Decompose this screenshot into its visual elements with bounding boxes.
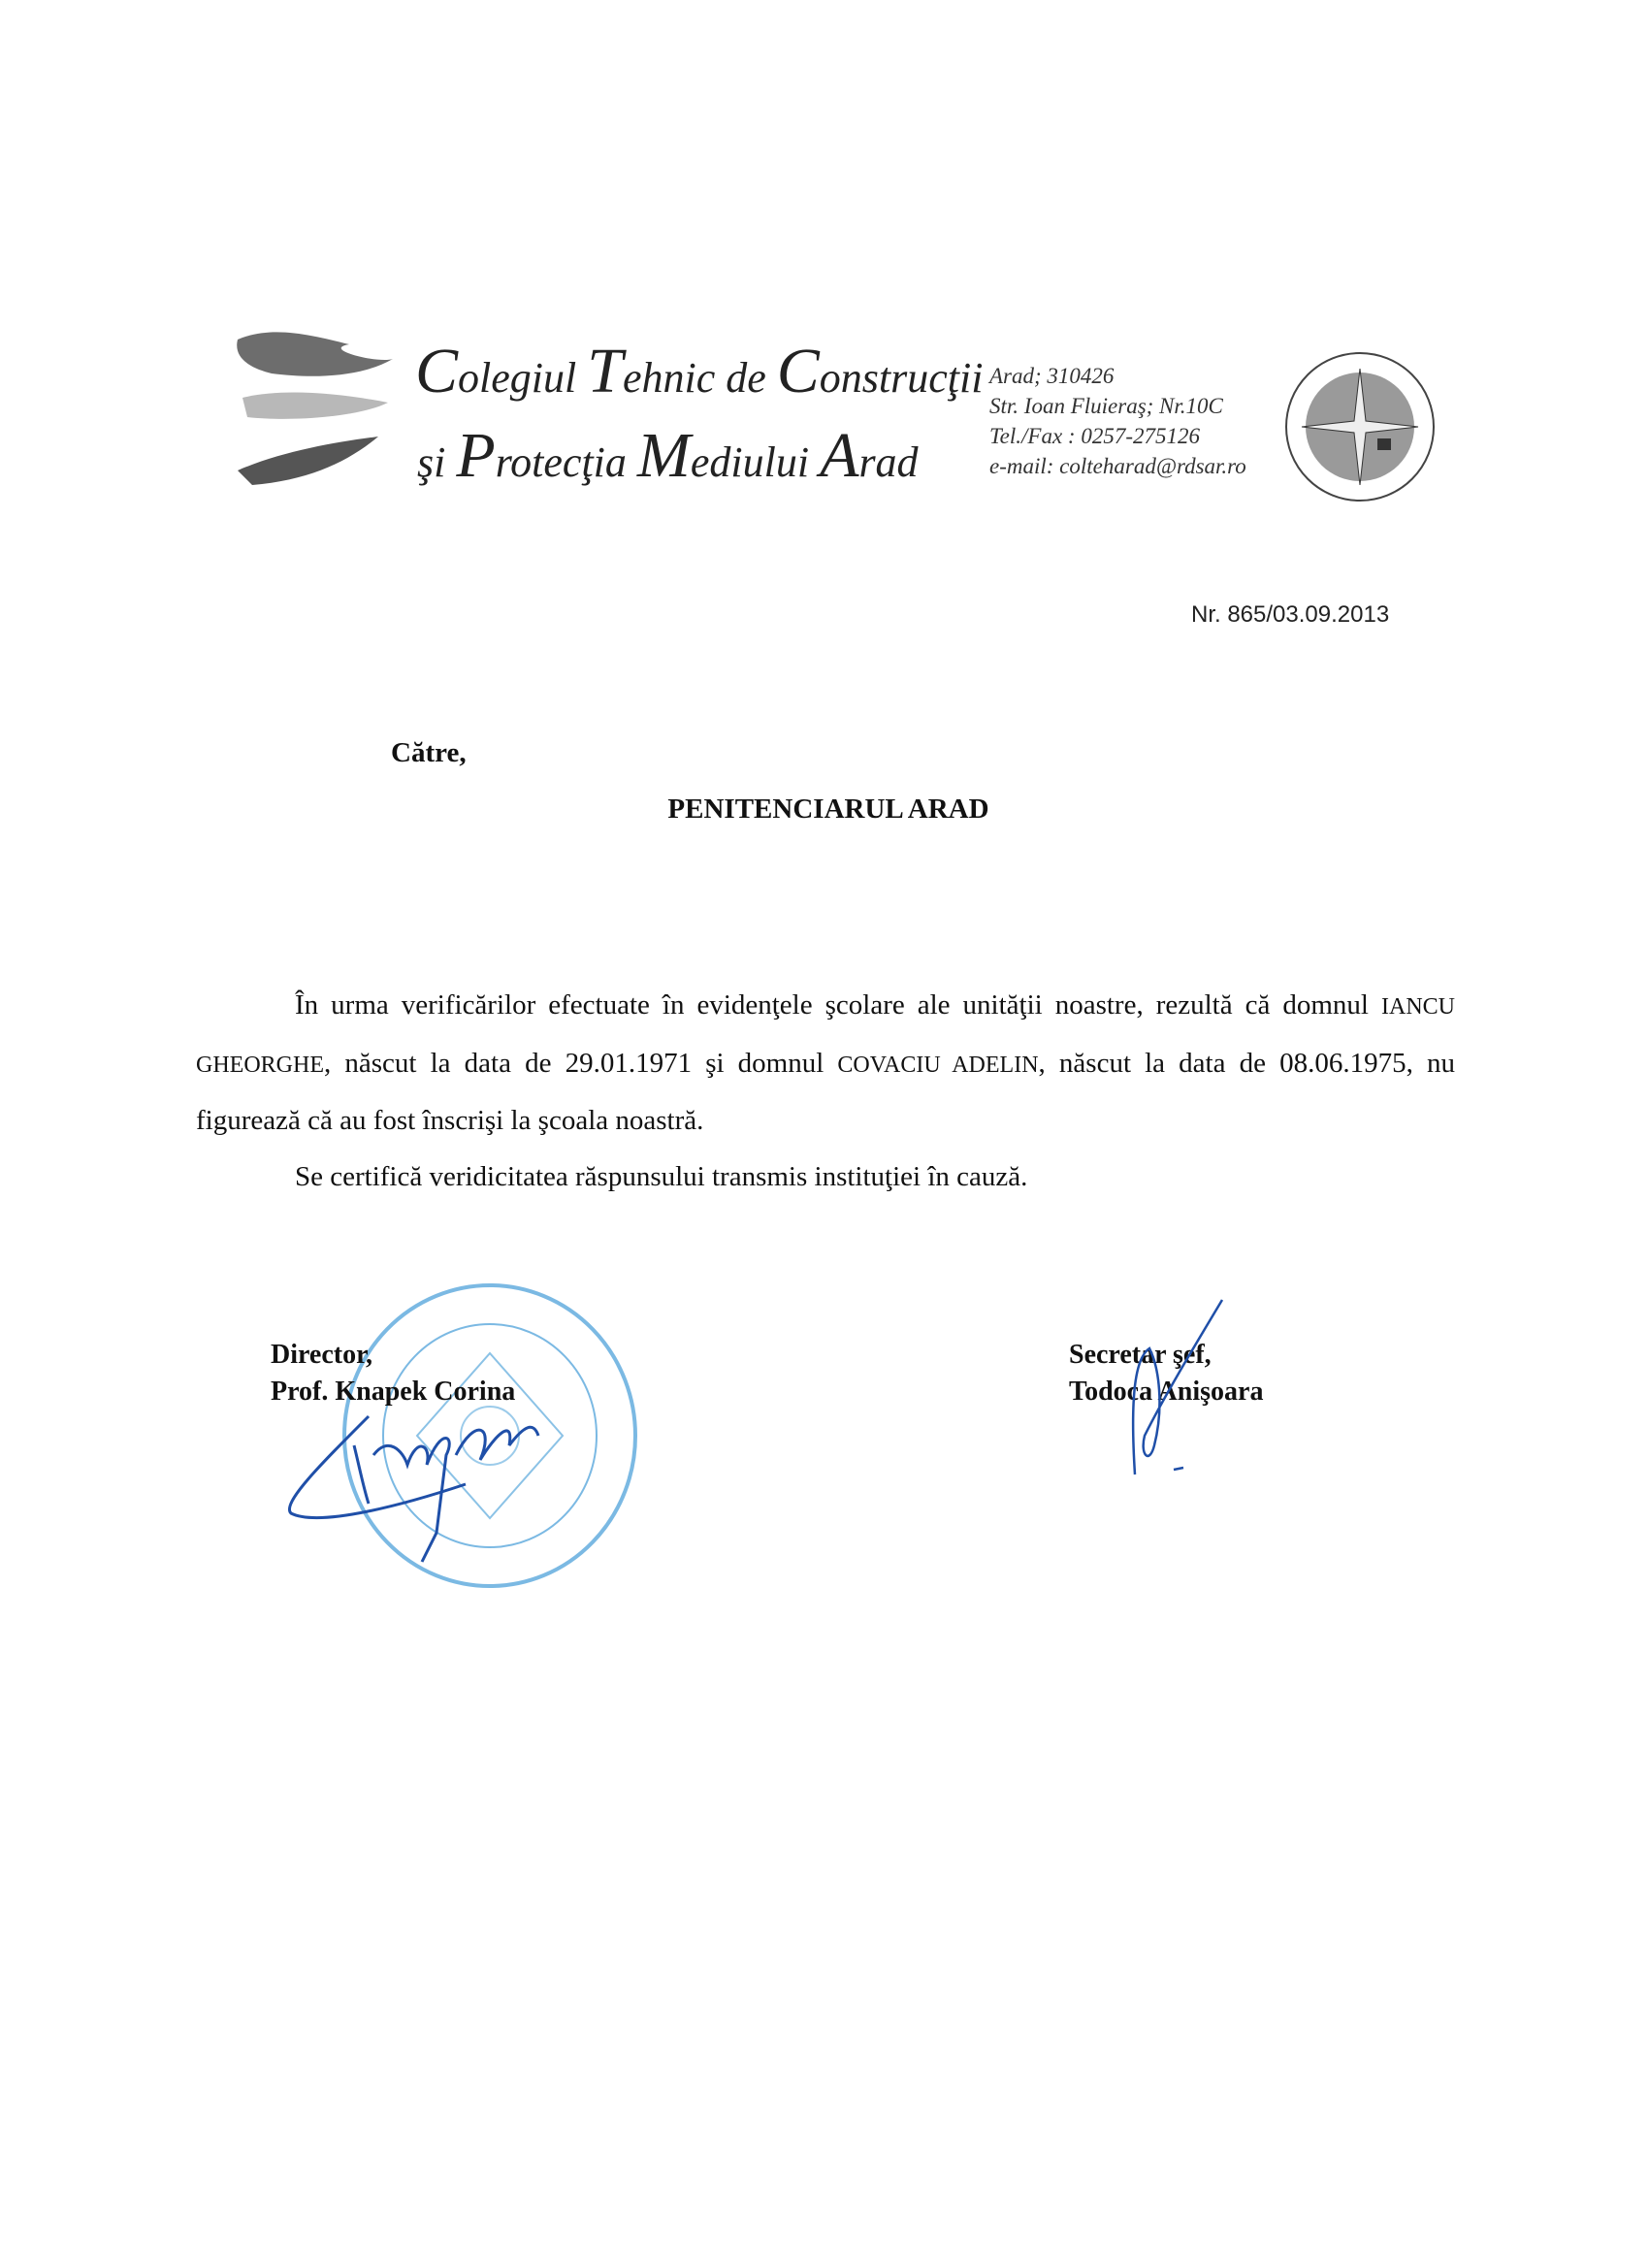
salutation: Către, xyxy=(391,737,467,768)
director-handwritten-signature-icon xyxy=(262,1319,650,1571)
secretary-name: Todoca Anişoara xyxy=(1069,1377,1264,1407)
address-street: Str. Ioan Fluieraş; Nr.10C xyxy=(989,394,1223,418)
person-name-1: IANCU GHEORGHE xyxy=(196,994,1455,1078)
secretary-title: Secretar şef, xyxy=(1069,1340,1212,1370)
school-seal-icon xyxy=(1282,349,1438,504)
paragraph-2: Se certifică veridicitatea răspunsului transmis instituţiei în cauză. xyxy=(295,1160,1028,1192)
school-contact xyxy=(989,361,1246,481)
school-name-line2: şi Protecţia Mediului Arad xyxy=(417,420,919,491)
person-name-2: COVACIU ADELIN xyxy=(837,1052,1039,1078)
phone-fax: Tel./Fax : 0257-275126 xyxy=(989,424,1200,448)
email: e-mail: colteharad@rdsar.ro xyxy=(989,454,1246,478)
paragraph-1: În urma verificărilor efectuate în evidenţele şcolare ale unităţii noastre, rezultă că domnul IANCU GHEORGHE, născut la data de 29.01.1971 şi domnul COVACIU ADELIN, născut la data de 08.06.1975, nu figurează că au fost înscrişi la şcoala noastră. xyxy=(196,989,1455,1136)
reference-number: Nr. 865/03.09.2013 xyxy=(1191,601,1390,628)
secretary-handwritten-signature-icon xyxy=(1048,1290,1242,1484)
school-logo-icon xyxy=(233,325,398,495)
letter-body xyxy=(196,978,1455,1205)
director-title: Director, xyxy=(271,1340,372,1370)
recipient: PENITENCIARUL ARAD xyxy=(667,794,989,825)
address-city: Arad; 310426 xyxy=(989,364,1115,388)
director-name: Prof. Knapek Corina xyxy=(271,1377,516,1407)
school-name-line1: Colegiul Tehnic de Construcţii xyxy=(415,336,984,406)
